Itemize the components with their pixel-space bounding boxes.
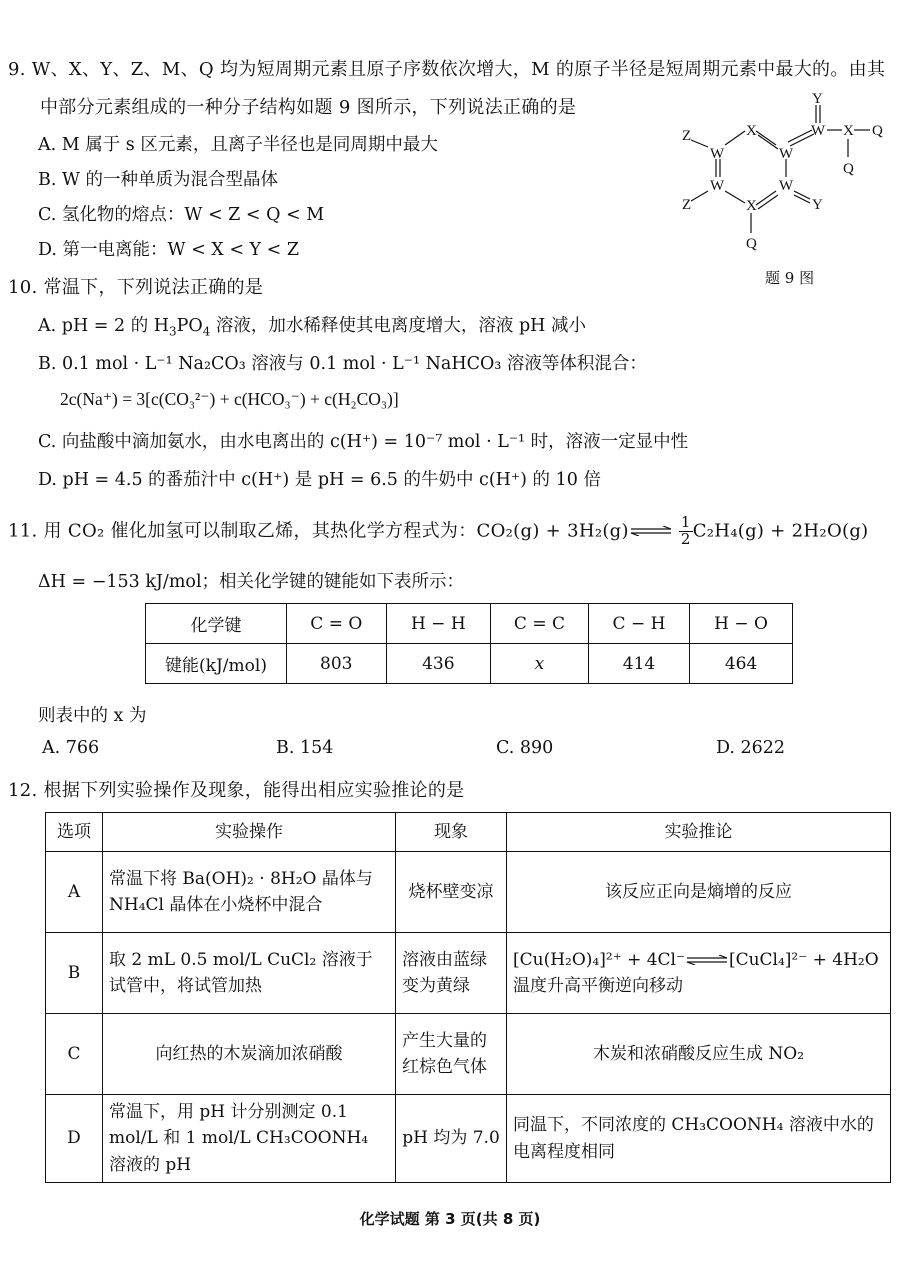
table-cell: 该反应正向是熵增的反应 (507, 852, 891, 933)
q9-option-d: D. 第一电离能：W < X < Y < Z (38, 240, 300, 260)
table-cell: 取 2 mL 0.5 mol/L CuCl₂ 溶液于试管中，将试管加热 (103, 933, 396, 1014)
table-cell: B (46, 933, 103, 1014)
atom-w-left-bottom: W (710, 178, 725, 194)
atom-x-branch: X (843, 123, 854, 139)
table-cell: 同温下，不同浓度的 CH₃COONH₄ 溶液中水的电离程度相同 (507, 1095, 891, 1183)
q9-stem-line2: 中部分元素组成的一种分子结构如题 9 图所示，下列说法正确的是 (40, 97, 577, 118)
equilibrium-arrow-icon (685, 955, 729, 965)
page-footer: 化学试题 第 3 页(共 8 页) (359, 1210, 541, 1228)
q9-figure-caption: 题 9 图 (765, 269, 815, 287)
q11-bond-energy-table (145, 603, 793, 684)
table-cell: 溶液由蓝绿变为黄绿 (396, 933, 507, 1014)
table-header-cell: C − H (588, 604, 689, 644)
q10-stem: 10. 常温下，下列说法正确的是 (8, 277, 264, 298)
table-header-cell: 实验推论 (507, 813, 891, 852)
table-cell: 436 (386, 644, 490, 684)
table-row (146, 644, 793, 684)
table-cell: pH 均为 7.0 (396, 1095, 507, 1183)
atom-w-right-bottom: W (779, 178, 794, 194)
q11-option-b: B. 154 (276, 738, 334, 758)
table-cell: 803 (287, 644, 387, 684)
atom-x-top: X (746, 123, 757, 139)
table-cell: A (46, 852, 103, 933)
table-cell: 常温下，用 pH 计分别测定 0.1 mol/L 和 1 mol/L CH₃COONH₄ 溶液的 pH (103, 1095, 396, 1183)
table-header-cell: H − O (690, 604, 793, 644)
q11-option-d: D. 2622 (716, 738, 786, 758)
q9-option-b: B. W 的一种单质为混合型晶体 (38, 170, 279, 190)
table-cell: 414 (588, 644, 689, 684)
table-header-cell: 化学键 (146, 604, 287, 644)
table-cell: 烧杯壁变凉 (396, 852, 507, 933)
table-cell: 键能(kJ/mol) (146, 644, 287, 684)
table-row (46, 933, 891, 1014)
q12-stem: 12. 根据下列实验操作及现象，能得出相应实验推论的是 (8, 780, 465, 801)
table-cell: x (491, 644, 589, 684)
atom-q-right: Q (872, 123, 883, 139)
table-cell: [Cu(H₂O)₄]²⁺ + 4Cl⁻ [CuCl₄]²⁻ + 4H₂O 温度升高平衡逆向移动 (507, 933, 891, 1014)
q10-option-b-line1: B. 0.1 mol · L⁻¹ Na₂CO₃ 溶液与 0.1 mol · L⁻¹ NaHCO₃ 溶液等体积混合： (38, 354, 647, 374)
atom-q-branch: Q (843, 161, 854, 177)
table-header-cell: H − H (386, 604, 490, 644)
table-cell: 464 (690, 644, 793, 684)
table-row (46, 852, 891, 933)
table-row (146, 604, 793, 644)
equilibrium-arrow-icon (629, 526, 673, 536)
table-header-cell: C = O (287, 604, 387, 644)
table-header-cell: C = C (491, 604, 589, 644)
atom-q-bottom: Q (746, 236, 757, 252)
table-cell: 产生大量的红棕色气体 (396, 1014, 507, 1095)
table-row (46, 1095, 891, 1183)
q12-experiment-table (45, 812, 891, 1183)
q9-structure-diagram (670, 85, 900, 295)
table-cell: C (46, 1014, 103, 1095)
atom-z-top: Z (682, 128, 692, 144)
table-header-cell: 实验操作 (103, 813, 396, 852)
q10-option-c: C. 向盐酸中滴加氨水，由水电离出的 c(H⁺) = 10⁻⁷ mol · L⁻¹ 时，溶液一定显中性 (38, 432, 689, 452)
atom-w-branch: W (811, 123, 826, 139)
atom-x-bottom: X (746, 198, 757, 214)
atom-w-left-top: W (710, 146, 725, 162)
q11-stem: 11. 用 CO₂ 催化加氢可以制取乙烯，其热化学方程式为：CO₂(g) + 3H₂(g) $\frac{1}{2}$ C₂H₄(g) + 2H₂O(g) (8, 513, 869, 548)
table-header-cell: 现象 (396, 813, 507, 852)
atom-z-bottom: Z (682, 197, 692, 213)
q10-option-b-line2: 2c(Na⁺) = 3[c(CO₃²⁻) + c(HCO₃⁻) + c(H₂CO₃)] (60, 389, 399, 409)
q9-molecule-figure (670, 85, 900, 295)
q11-option-a: A. 766 (42, 738, 100, 758)
q10-option-a: A. pH = 2 的 $H_3PO_4$ 溶液，加水稀释使其电离度增大，溶液 pH 减小 (38, 316, 586, 339)
q11-delta-h: ΔH = −153 kJ/mol；相关化学键的键能如下表所示： (38, 572, 465, 592)
q10-option-d: D. pH = 4.5 的番茄汁中 c(H⁺) 是 pH = 6.5 的牛奶中 c(H⁺) 的 10 倍 (38, 470, 601, 490)
q11-question: 则表中的 x 为 (38, 706, 147, 726)
table-cell: 向红热的木炭滴加浓硝酸 (103, 1014, 396, 1095)
q11-option-c: C. 890 (496, 738, 554, 758)
table-row (46, 813, 891, 852)
table-row (46, 1014, 891, 1095)
table-cell: 木炭和浓硝酸反应生成 NO₂ (507, 1014, 891, 1095)
q9-option-a: A. M 属于 s 区元素，且离子半径也是同周期中最大 (38, 135, 438, 155)
atom-w-right-top: W (779, 146, 794, 162)
table-header-cell: 选项 (46, 813, 103, 852)
q9-option-c: C. 氢化物的熔点：W < Z < Q < M (38, 205, 325, 225)
q11-fraction: $\frac{1}{2}$ (680, 513, 691, 548)
atom-y-top: Y (812, 91, 823, 107)
table-cell: 常温下将 Ba(OH)₂ · 8H₂O 晶体与 NH₄Cl 晶体在小烧杯中混合 (103, 852, 396, 933)
table-cell: D (46, 1095, 103, 1183)
q9-stem-line1: 9. W、X、Y、Z、M、Q 均为短周期元素且原子序数依次增大，M 的原子半径是短周期元素中最大的。由其 (8, 59, 886, 80)
atom-y-bottom: Y (812, 197, 823, 213)
